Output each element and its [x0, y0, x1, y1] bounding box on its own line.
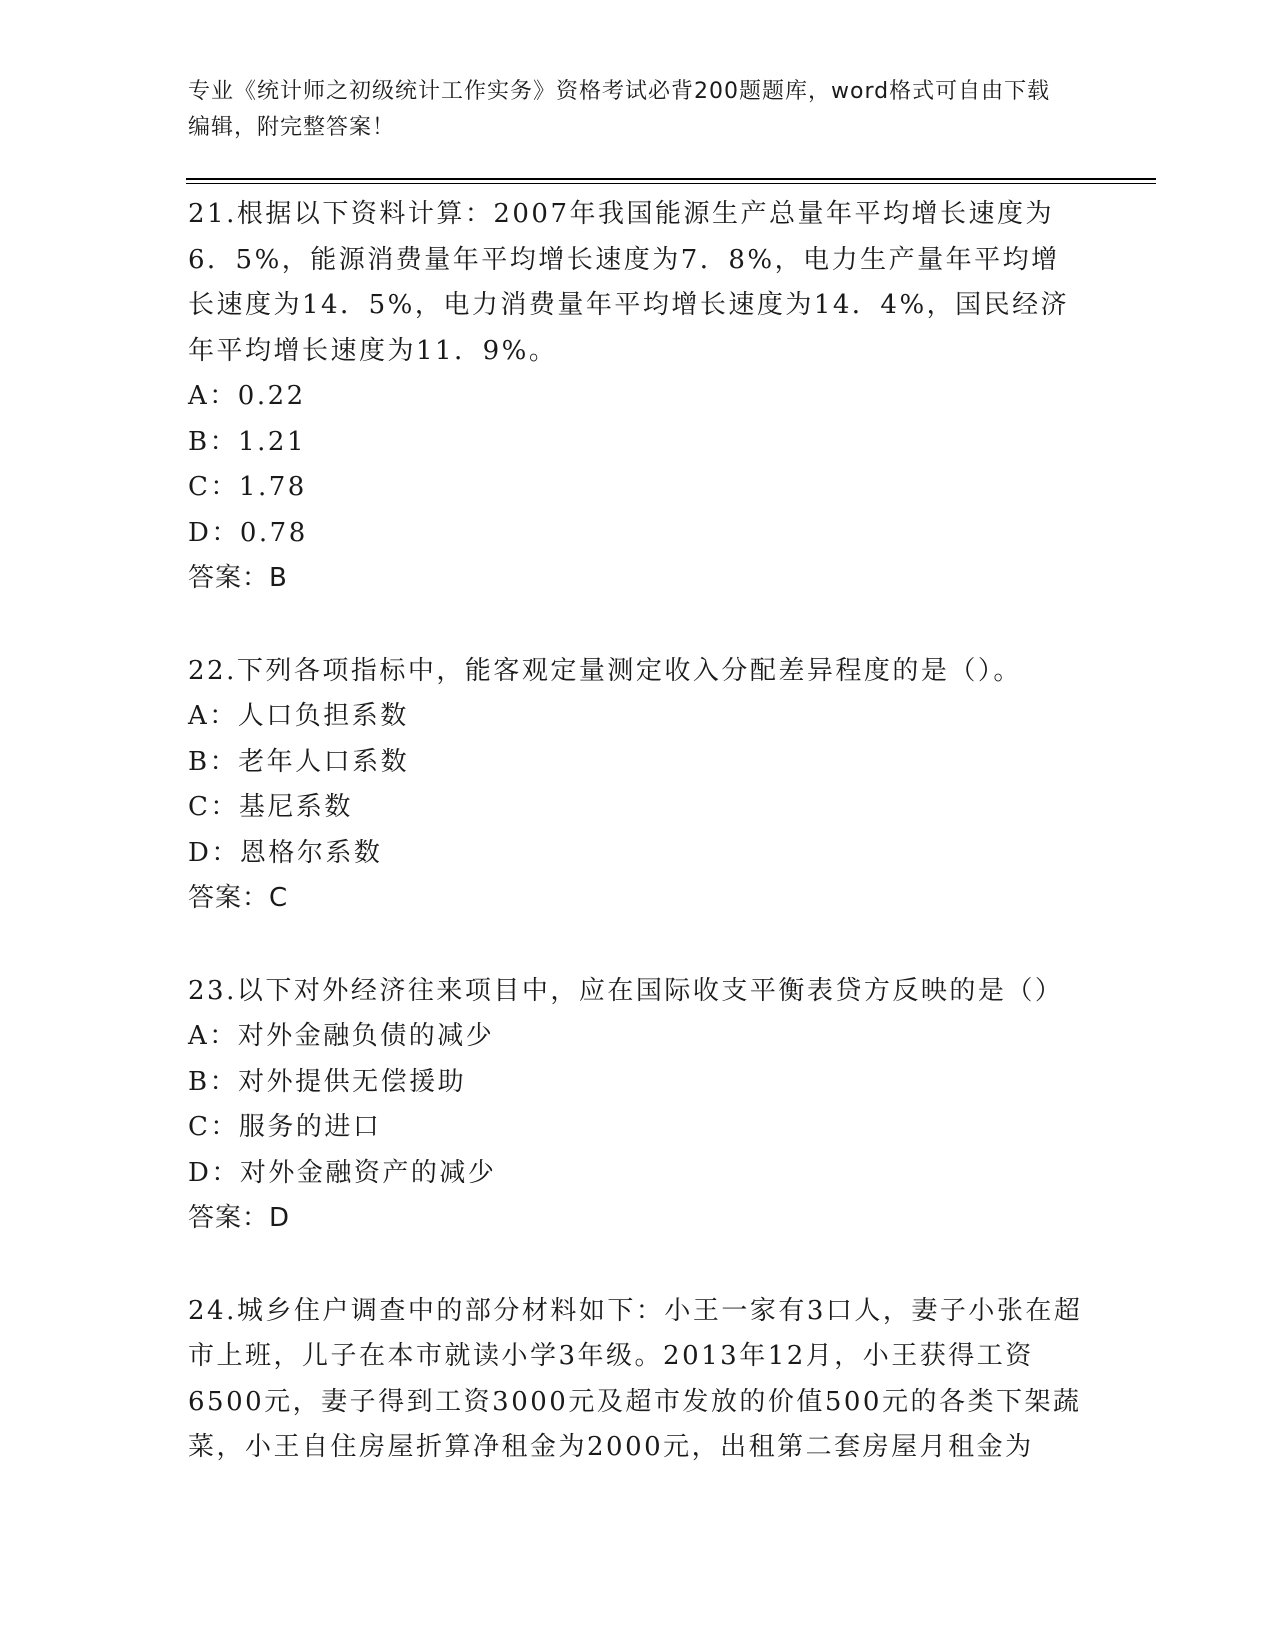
question-list: [188, 192, 1088, 1518]
option-list: [188, 374, 1088, 556]
option-a: [188, 1014, 1088, 1060]
question-21: [188, 192, 1088, 602]
option-d: [188, 1151, 1088, 1197]
option-value: 老年人口系数: [238, 746, 410, 777]
answer-line: 答案：D: [188, 1203, 291, 1233]
option-list: [188, 1014, 1088, 1196]
option-c: [188, 465, 1088, 511]
option-value: 对外金融资产的减少: [239, 1157, 497, 1188]
question-text: 23.以下对外经济往来项目中，应在国际收支平衡表贷方反映的是（）: [188, 975, 1064, 1006]
header-rule-thin: [186, 183, 1156, 184]
question-23: [188, 969, 1088, 1242]
option-key: A：: [188, 701, 238, 731]
page-header: 专业《统计师之初级统计工作实务》资格考试必背200题题库，word格式可自由下载编辑，附完整答案！: [188, 79, 1051, 140]
option-key: A：: [188, 1021, 238, 1051]
option-key: C：: [188, 792, 239, 822]
option-value: 恩格尔系数: [239, 837, 383, 868]
option-c: [188, 785, 1088, 831]
option-value: 0.22: [237, 381, 306, 411]
option-b: [188, 1060, 1088, 1106]
option-d: [188, 831, 1088, 877]
option-a: [188, 374, 1088, 420]
question-text: 24.城乡住户调查中的部分材料如下：小王一家有3口人，妻子小张在超市上班，儿子在本市就读小学3年级。2013年12月，小王获得工资6500元，妻子得到工资3000元及超市发放的价值500元的各类下架蔬菜，小王自住房屋折算净租金为2000元，出租第二套房屋月租金为: [188, 1295, 1083, 1462]
option-d: [188, 511, 1088, 557]
option-key: C：: [188, 472, 239, 502]
option-key: B：: [188, 746, 239, 777]
question-22: [188, 649, 1088, 922]
option-key: C：: [188, 1112, 239, 1142]
option-key: D：: [188, 517, 240, 548]
answer-line: 答案：C: [188, 883, 289, 913]
option-key: A：: [188, 381, 238, 411]
option-key: D：: [188, 1157, 240, 1188]
option-list: [188, 694, 1088, 876]
option-value: 基尼系数: [238, 792, 353, 822]
option-b: [188, 420, 1088, 466]
question-text: 21.根据以下资料计算：2007年我国能源生产总量年平均增长速度为6．5%，能源消费量年平均增长速度为7．8%，电力生产量年平均增长速度为14．5%，电力消费量年平均增长速度为14．4%，国民经济年平均增长速度为11．9%。: [188, 199, 1070, 366]
answer-line: 答案：B: [188, 563, 288, 593]
option-a: [188, 694, 1088, 740]
option-value: 人口负担系数: [237, 701, 409, 731]
option-key: B：: [188, 426, 239, 457]
option-b: [188, 740, 1088, 786]
option-value: 1.78: [238, 472, 307, 502]
option-key: D：: [188, 837, 240, 868]
option-value: 对外金融负债的减少: [237, 1021, 495, 1051]
question-24: [188, 1289, 1088, 1471]
option-value: 0.78: [239, 517, 308, 548]
header-rule-thick: [186, 178, 1156, 180]
question-text: 22.下列各项指标中，能客观定量测定收入分配差异程度的是（）。: [188, 655, 1022, 686]
option-value: 对外提供无偿援助: [238, 1066, 467, 1097]
option-key: B：: [188, 1066, 239, 1097]
option-c: [188, 1105, 1088, 1151]
option-value: 服务的进口: [238, 1112, 382, 1142]
option-value: 1.21: [238, 426, 306, 457]
